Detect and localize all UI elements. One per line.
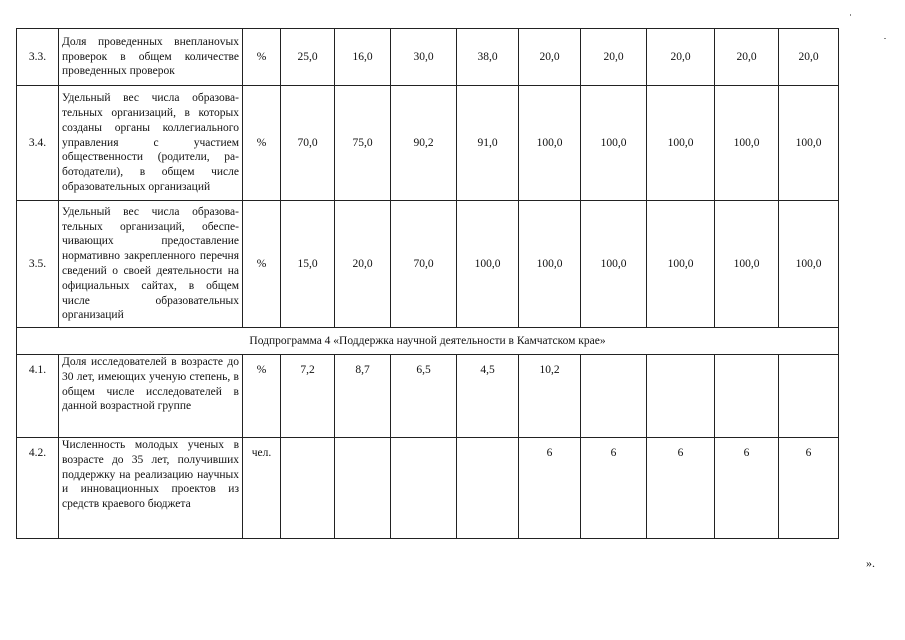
indicator-name: Доля исследователей в возрасте до 30 лет, имеющих ученую степень, в общем числе исследователей в данной возрастной группе [59,355,243,438]
unit-cell: % [243,355,281,438]
value-cell [281,438,335,539]
value-cell: 20,0 [335,201,391,328]
subprogram-title: Подпрограмма 4 «Поддержка научной деятельности в Камчатском крае» [17,328,839,355]
value-cell: 20,0 [715,29,779,86]
value-cell: 100,0 [715,201,779,328]
indicator-name: Численность молодых ученых в возрасте до 35 лет, получивших поддержку на реализацию научных и инновационных проектов из средств краевого бюджета [59,438,243,539]
value-cell: 4,5 [457,355,519,438]
value-cell: 6 [779,438,839,539]
row-number: 4.2. [17,438,59,539]
value-cell: 91,0 [457,86,519,201]
unit-cell: % [243,201,281,328]
table-row [17,29,839,86]
value-cell: 6 [647,438,715,539]
value-cell: 100,0 [647,201,715,328]
value-cell: 15,0 [281,201,335,328]
indicator-name: Удельный вес числа образовательных организаций, обеспечивающих предоставление нормативно закрепленного перечня сведений о своей деятельности на официальных сайтах, в общем числе образовательных организаций [59,201,243,328]
indicator-name: Доля проведенных внепланоvых проверок в общем количестве проведенных проверок [59,29,243,86]
value-cell: 100,0 [779,201,839,328]
value-cell: 70,0 [391,201,457,328]
value-cell: 75,0 [335,86,391,201]
value-cell: 100,0 [715,86,779,201]
unit-cell: чел. [243,438,281,539]
value-cell: 20,0 [647,29,715,86]
value-cell: 20,0 [519,29,581,86]
scan-speck [884,38,886,39]
value-cell: 20,0 [779,29,839,86]
value-cell: 7,2 [281,355,335,438]
indicators-table [16,28,839,539]
value-cell: 8,7 [335,355,391,438]
closing-quote-mark: ». [866,556,875,570]
value-cell [647,355,715,438]
unit-cell: % [243,29,281,86]
value-cell: 6 [715,438,779,539]
table-row [17,86,839,201]
value-cell: 25,0 [281,29,335,86]
indicator-name: Удельный вес числа образовательных организаций, в которых созданы органы коллегиального управления с участием общественности (родители, работодатели), в общем числе образовательных организаций [59,86,243,201]
row-number: 3.4. [17,86,59,201]
value-cell: 100,0 [647,86,715,201]
subprogram-row [17,328,839,355]
value-cell: 38,0 [457,29,519,86]
value-cell: 6 [519,438,581,539]
value-cell: 100,0 [581,86,647,201]
value-cell: 100,0 [581,201,647,328]
value-cell [779,355,839,438]
value-cell: 16,0 [335,29,391,86]
row-number: 3.5. [17,201,59,328]
value-cell: 6 [581,438,647,539]
value-cell: 100,0 [779,86,839,201]
value-cell [581,355,647,438]
value-cell: 100,0 [519,86,581,201]
value-cell: 20,0 [581,29,647,86]
row-number: 4.1. [17,355,59,438]
value-cell: 10,2 [519,355,581,438]
value-cell: 100,0 [519,201,581,328]
value-cell [335,438,391,539]
table-row [17,201,839,328]
unit-cell: % [243,86,281,201]
table-row [17,438,839,539]
value-cell [457,438,519,539]
value-cell: 70,0 [281,86,335,201]
value-cell [715,355,779,438]
value-cell [391,438,457,539]
value-cell: 100,0 [457,201,519,328]
value-cell: 90,2 [391,86,457,201]
row-number: 3.3. [17,29,59,86]
value-cell: 6,5 [391,355,457,438]
value-cell: 30,0 [391,29,457,86]
table-row [17,355,839,438]
scan-speck [850,14,851,16]
